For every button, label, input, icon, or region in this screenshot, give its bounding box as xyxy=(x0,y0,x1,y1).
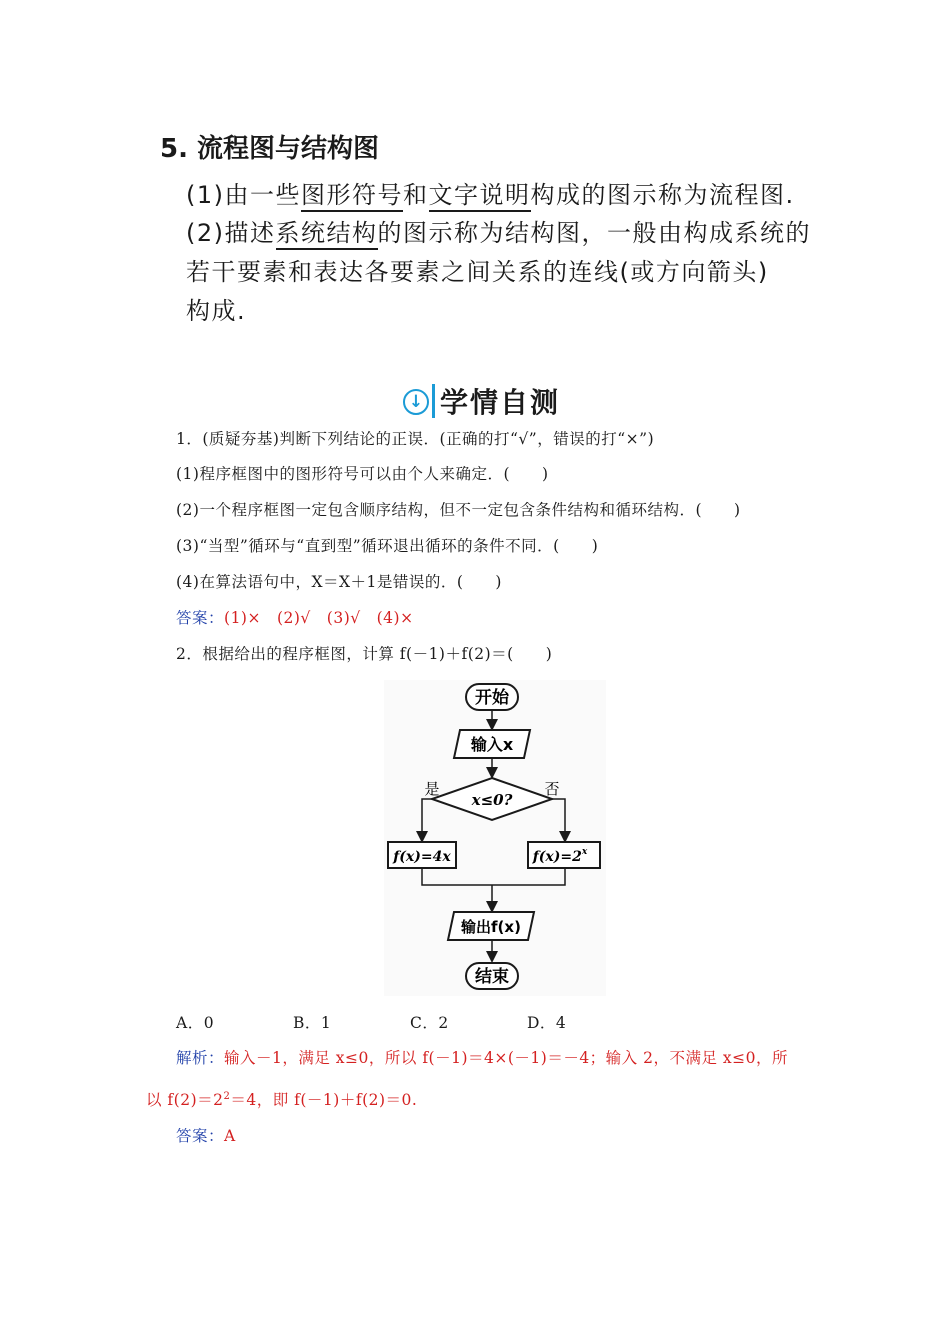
section5-paragraph-1 xyxy=(186,175,795,210)
option-a: A．0 xyxy=(176,1014,215,1032)
question-1-answer xyxy=(176,606,414,628)
paragraph-text: 的图示称为结构图，一般由构成系统的 xyxy=(377,219,811,247)
analysis-line-2 xyxy=(146,1088,417,1110)
flowchart-start-label: 开始 xyxy=(475,688,509,708)
underlined-term: 图形符号 xyxy=(301,181,403,212)
option-b: B．1 xyxy=(293,1014,332,1032)
analysis-text: 输入－1，满足 x≤0，所以 f(－1)＝4×(－1)＝－4；输入 2，不满足 x≤0，所 xyxy=(224,1049,788,1067)
answer-label: 答案： xyxy=(176,609,225,627)
heading-title: 学情自测 xyxy=(440,386,561,419)
question-1-item: (1)程序框图中的图形符号可以由个人来确定．( ) xyxy=(176,465,549,483)
answer-text: A xyxy=(224,1127,236,1145)
paragraph-text: (2)描述 xyxy=(186,219,276,247)
answer-text: (1)× (2)√ (3)√ (4)× xyxy=(224,609,414,627)
answer-label: 答案： xyxy=(176,1127,225,1145)
analysis-text: ＝4，即 f(－1)＋f(2)＝0. xyxy=(230,1091,418,1109)
question-1-item: (4)在算法语句中，X＝X＋1是错误的．( ) xyxy=(176,573,502,591)
analysis-line-1 xyxy=(176,1046,788,1068)
flowchart-process-left-label: f(x)=4x xyxy=(393,849,451,865)
paragraph-text: 构成的图示称为流程图. xyxy=(530,181,795,209)
flowchart xyxy=(384,680,606,996)
section5-paragraph-2 xyxy=(186,213,811,248)
paragraph-text: (1)由一些 xyxy=(186,181,301,209)
section5-paragraph-2-line-3: 构成. xyxy=(186,297,247,325)
section-title: 5. 流程图与结构图 xyxy=(160,134,380,164)
arrow-down-circle-icon: ↓ xyxy=(403,389,429,415)
option-d: D．4 xyxy=(527,1014,567,1032)
flowchart-yes-label: 是 xyxy=(424,780,440,798)
flowchart-end-label: 结束 xyxy=(475,967,509,987)
question-2-answer xyxy=(176,1124,236,1146)
option-c: C．2 xyxy=(410,1014,449,1032)
heading-divider xyxy=(432,384,435,418)
flowchart-output-label: 输出f(x) xyxy=(461,918,521,936)
flowchart-input-label: 输入x xyxy=(470,735,514,754)
analysis-superscript: 2 xyxy=(223,1090,231,1102)
question-2-stem: 2．根据给出的程序框图，计算 f(－1)＋f(2)＝( ) xyxy=(176,645,553,663)
question-1-stem: 1．(质疑夯基)判断下列结论的正误．(正确的打“√”，错误的打“×”) xyxy=(176,430,655,448)
analysis-label: 解析： xyxy=(176,1049,225,1067)
underlined-term: 系统结构 xyxy=(276,219,378,250)
question-1-item: (3)“当型”循环与“直到型”循环退出循环的条件不同．( ) xyxy=(176,537,599,555)
analysis-text: 以 f(2)＝2 xyxy=(146,1091,224,1109)
underlined-term: 文字说明 xyxy=(429,181,531,212)
section5-paragraph-2-line-2: 若干要素和表达各要素之间关系的连线(或方向箭头) xyxy=(186,258,769,286)
flowchart-process-right-label: $f(x)=2^x$ xyxy=(532,847,588,865)
paragraph-text: 和 xyxy=(403,181,429,209)
flowchart-no-label: 否 xyxy=(544,780,560,798)
flowchart-decision-label: x≤0? xyxy=(471,791,513,809)
question-1-item: (2)一个程序框图一定包含顺序结构，但不一定包含条件结构和循环结构．( ) xyxy=(176,501,741,519)
